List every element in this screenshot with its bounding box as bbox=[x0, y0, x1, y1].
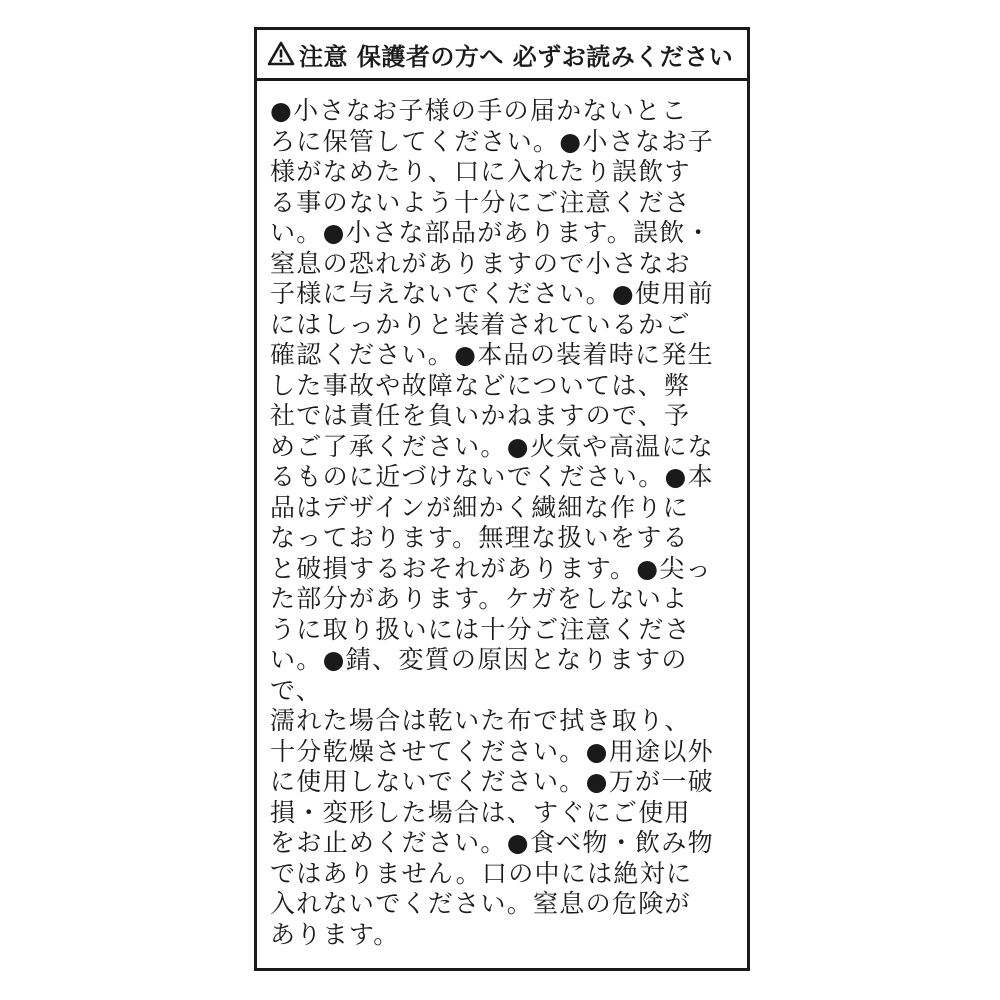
caution-title: 注意 保護者の方へ 必ずお読みください bbox=[299, 42, 734, 71]
caution-header bbox=[257, 30, 747, 81]
warning-triangle-icon bbox=[267, 41, 295, 67]
caution-label bbox=[254, 27, 750, 971]
caution-body-text: ●小さなお子様の手の届かないとこ ろに保管してください。●小さなお子 様がなめたり、口に入れたり誤飲す る事のないよう十分にご注意くださ い。●小さな部品があります。誤飲・ 窒息の恐れがありますので小さなお 子様に与えないでください。●使用前 にはしっかりと装着されているかご 確認ください。●本品の装着時に発生 した事故や故障などについては、弊 社では責任を負いかねますので、予 めご了承ください。●火気や高温にな るものに近づけないでください。●本 品はデザインが細かく繊細な作りに なっております。無理な扱いをする と破損するおそれがあります。●尖っ た部分があります。ケガをしないよ うに取り扱いには十分ご注意くださ い。●錆、変質の原因となりますので、 濡れた場合は乾いた布で拭き取り、 十分乾燥させてください。●用途以外 に使用しないでください。●万が一破 損・変形した場合は、すぐにご使用 をお止めください。●食べ物・飲み物 ではありません。口の中には絶対に 入れないでください。窒息の危険が あります。 bbox=[270, 96, 714, 949]
